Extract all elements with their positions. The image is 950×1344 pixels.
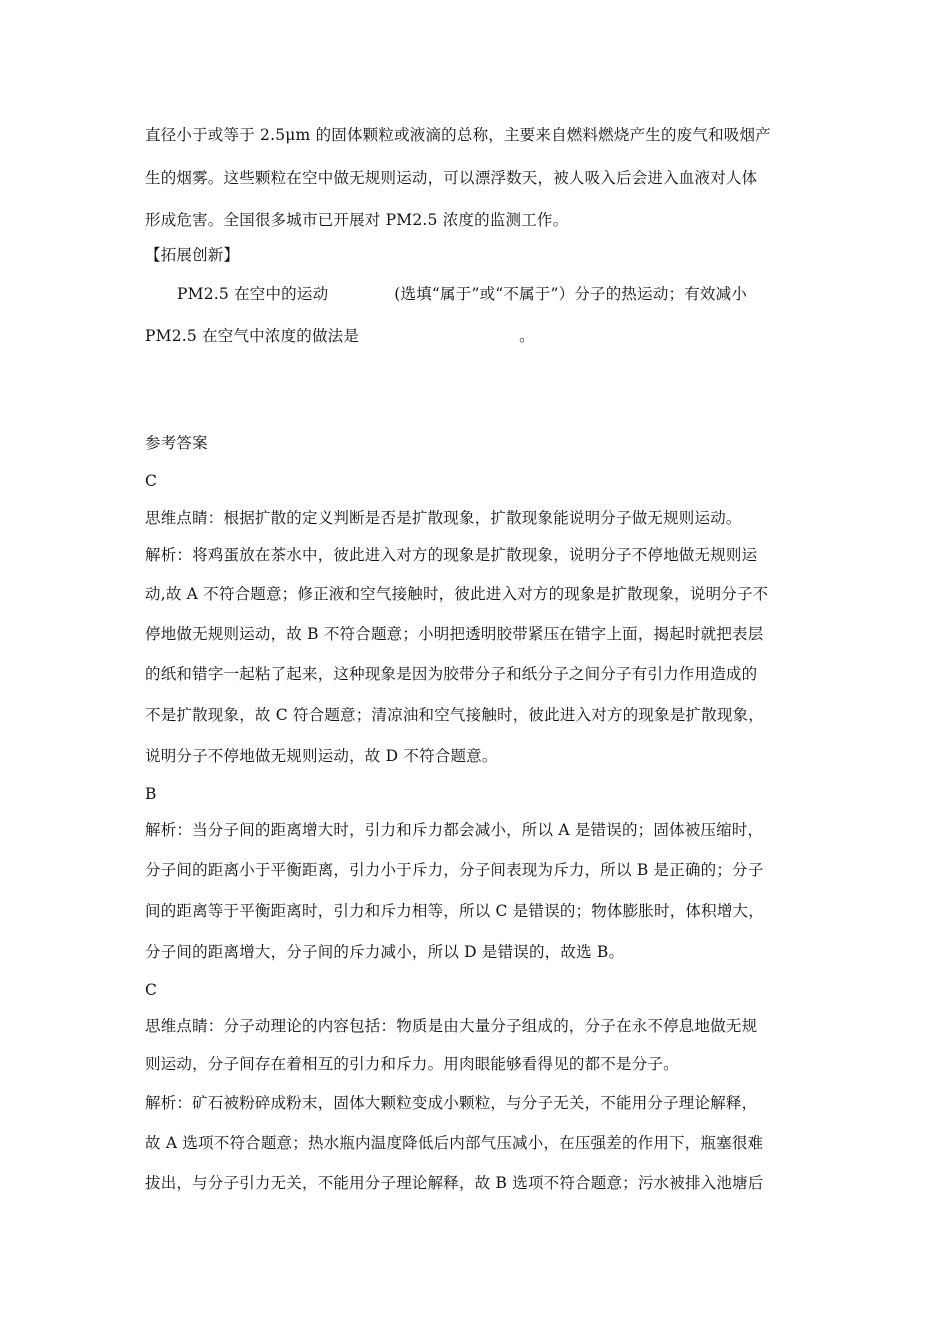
question-text-part-4: 。: [519, 327, 535, 345]
extension-question-line-1: [177, 284, 747, 304]
intro-line-3: 形成危害。全国很多城市已开展对 PM2.5 浓度的监测工作。: [145, 211, 569, 229]
answer-1-explanation-5: 不是扩散现象，故 C 符合题意；清凉油和空气接触时，彼此进入对方的现象是扩散现象，: [145, 706, 764, 724]
answer-3-explanation-3: 拔出，与分子引力无关，不能用分子理论解释，故 B 选项不符合题意；污水被排入池塘后: [145, 1174, 764, 1192]
extension-question-line-2: [145, 326, 535, 346]
intro-line-1: 直径小于或等于 2.5μm 的固体颗粒或液滴的总称，主要来自燃料燃烧产生的废气和吸烟产: [145, 126, 771, 144]
answer-1-tip: 思维点睛：根据扩散的定义判断是否是扩散现象，扩散现象能说明分子做无规则运动。: [145, 509, 742, 527]
answer-1-explanation-1: 解析：将鸡蛋放在茶水中，彼此进入对方的现象是扩散现象，说明分子不停地做无规则运: [145, 546, 758, 564]
answer-2-explanation-2: 分子间的距离小于平衡距离，引力小于斥力，分子间表现为斥力，所以 B 是正确的；分子: [145, 861, 764, 879]
answer-1-explanation-2: 动,故 A 不符合题意；修正液和空气接触时，彼此进入对方的现象是扩散现象，说明分子不: [145, 585, 769, 603]
answer-3-explanation-1: 解析：矿石被粉碎成粉末，固体大颗粒变成小颗粒，与分子无关，不能用分子理论解释，: [145, 1094, 758, 1112]
question-text-part-2: (选填“属于”或“不属于”）分子的热运动；有效减小: [394, 285, 748, 303]
intro-line-2: 生的烟雾。这些颗粒在空中做无规则运动，可以漂浮数天，被人吸入后会进入血液对人体: [145, 169, 758, 187]
answer-3-tip-1: 思维点睛：分子动理论的内容包括：物质是由大量分子组成的，分子在永不停息地做无规: [145, 1017, 758, 1035]
answer-1-explanation-6: 说明分子不停地做无规则运动，故 D 不符合题意。: [145, 747, 498, 765]
answer-2-explanation-4: 分子间的距离增大，分子间的斥力减小，所以 D 是错误的，故选 B。: [145, 943, 625, 961]
answer-3-letter: C: [145, 981, 158, 999]
extension-heading: 【拓展创新】: [145, 246, 240, 264]
answer-1-explanation-4: 的纸和错字一起粘了起来，这种现象是因为胶带分子和纸分子之间分子有引力作用造成的: [145, 665, 758, 683]
question-text-part-3: PM2.5 在空气中浓度的做法是: [145, 327, 360, 345]
question-text-part-1: PM2.5 在空中的运动: [177, 285, 329, 303]
answer-3-tip-2: 则运动，分子间存在着相互的引力和斥力。用肉眼能够看得见的都不是分子。: [145, 1055, 679, 1073]
answer-3-explanation-2: 故 A 选项不符合题意；热水瓶内温度降低后内部气压减小，在压强差的作用下，瓶塞很难: [145, 1134, 764, 1152]
answer-2-explanation-3: 间的距离等于平衡距离时，引力和斥力相等，所以 C 是错误的；物体膨胀时，体积增大，: [145, 902, 764, 920]
answer-2-explanation-1: 解析：当分子间的距离增大时，引力和斥力都会减小，所以 A 是错误的；固体被压缩时，: [145, 821, 764, 839]
answer-1-letter: C: [145, 472, 158, 490]
answer-1-explanation-3: 停地做无规则运动，故 B 不符合题意；小明把透明胶带紧压在错字上面，揭起时就把表层: [145, 625, 764, 643]
answers-heading: 参考答案: [145, 434, 208, 452]
answer-2-letter: B: [145, 785, 157, 803]
